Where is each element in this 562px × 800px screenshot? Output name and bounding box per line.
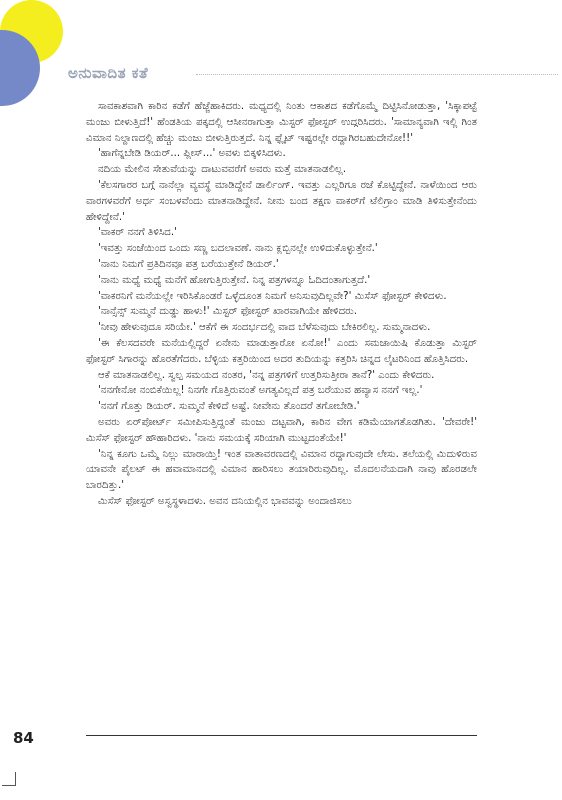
paragraph: ಮಿಸೆಸ್ ಫೋಸ್ಟರ್ ಅಸ್ವಸ್ಥಳಾದಳು. ಅವನ ದನಿಯಲ್ಲಿನ ಭಾವವನ್ನು ಅಂದಾಜಿಸಲು bbox=[98, 495, 352, 507]
page-number: 84 bbox=[13, 729, 34, 747]
paragraph: 'ನನಗೇನೋ ನಂಬಿಕೆಯಿಲ್ಲ! ನಿನಗೇ ಗೊತ್ತಿರುವಂತೆ ಅಗತ್ಯವಿಲ್ಲದೆ ಪತ್ರ ಬರೆಯುವ ಹವ್ಯಾಸ ನನಗೆ ಇಲ್ಲ.' bbox=[98, 385, 423, 397]
crop-mark-bottom-left bbox=[15, 772, 16, 786]
paragraph: 'ನನಗೆ ಗೊತ್ತು ಡಿಯರ್. ಸುಮ್ಮನೆ ಕೇಳಿದೆ ಅಷ್ಟೆ. ನೀವೇನು ತೊಂದರೆ ತಗೋಬೇಡಿ.' bbox=[98, 401, 360, 413]
paragraph: 'ನಾನು ಮಧ್ಯೆ ಮಧ್ಯೆ ಮನೆಗೆ ಹೋಗುತ್ತಿರುತ್ತೇನೆ. ನಿನ್ನ ಪತ್ರಗಳನ್ನೂ ಓದಿದಂತಾಗುತ್ತದೆ.' bbox=[98, 274, 371, 286]
paragraph: 'ನೀವು ಹೇಳುವುದೂ ಸರಿಯೇ.' ಆಕೆಗೆ ಈ ಸಂದರ್ಭದಲ್ಲಿ ವಾದ ಬೆಳೆಸುವುದು ಬೇಕಿರಲಿಲ್ಲ. ಸುಮ್ಮನಾದಳು. bbox=[98, 322, 431, 334]
paragraph: 'ಕೆಲಸಗಾರರ ಬಗ್ಗೆ ನಾನೆಲ್ಲಾ ವ್ಯವಸ್ಥೆ ಮಾಡಿದ್ದೇನೆ ಡಾರ್ಲಿಂಗ್. ಇವತ್ತು ಎಲ್ಲರಿಗೂ ರಜೆ ಕೊಟ್ಟಿದ್ದೇನೆ. ನಾಳೆಯಿಂದ ಆರು ವಾರಗಳವರೆಗೆ ಅರ್ಧ ಸಂಬಳವೆಂದು ಮಾತನಾಡಿದ್ದೇನೆ. ನೀನು ಬಂದ ತಕ್ಷಣ ವಾಕರ್‌ಗೆ ಟೆಲಿಗ್ರಾಂ ಮಾಡಿ ತಿಳಿಸುತ್ತೇನೆಂದು ಹೇಳಿದ್ದೇನೆ.' bbox=[86, 179, 477, 223]
paragraph: 'ನಿನ್ನ ಕೂಗು ಒಮ್ಮೆ ನಿಲ್ಲು ಮಾರಾಯ್ತಿ! ಇಂತ ವಾತಾವರಣದಲ್ಲಿ ವಿಮಾನ ರದ್ದಾಗುವುದೇ ಲೇಸು. ತಲೆಯಲ್ಲಿ ಮಿದುಳಿರುವ ಯಾವನೇ ಪೈಲಟ್ ಈ ಹವಾಮಾನದಲ್ಲಿ ವಿಮಾನ ಹಾರಿಸಲು ತಯಾರಿರುವುದಿಲ್ಲ. ಮೊದಲನೆಯದಾಗಿ ನಾವು ಹೊರಡಲೇ ಬಾರದಿತ್ತು.' bbox=[86, 448, 477, 492]
header-dotted-rule bbox=[196, 74, 558, 75]
footer-rule bbox=[86, 735, 477, 736]
paragraph: 'ನಾನ್ಸೆನ್ಸ್ ಸುಮ್ಮನೆ ದುಡ್ಡು ಹಾಳು!' ಮಿಸ್ಟರ್ ಫೋಸ್ಟರ್ ಖಾರವಾಗಿಯೇ ಹೇಳಿದರು. bbox=[98, 306, 358, 318]
paragraph: ಸಾವಕಾಶವಾಗಿ ಕಾರಿನ ಕಡೆಗೆ ಹೆಜ್ಜೆಹಾಕಿದರು. ಮಧ್ಯದಲ್ಲಿ ನಿಂತು ಆಕಾಶದ ಕಡೆಗೊಮ್ಮೆ ದಿಟ್ಟಿಸಿನೋಡುತ್ತಾ, 'ಸಿಕ್ಕಾಪಟ್ಟೆ ಮಂಜು ಬೀಳುತ್ತಿದೆ!' ಹೆಂಡತಿಯ ಪಕ್ಕದಲ್ಲಿ ಆಸೀನರಾಗುತ್ತಾ ಮಿಸ್ಟರ್ ಫೋಸ್ಟರ್ ಉದ್ಗರಿಸಿದರು. 'ಸಾಮಾನ್ಯವಾಗಿ ಇಲ್ಲಿ ಗಿಂತ ವಿಮಾನ ನಿಲ್ದಾಣದಲ್ಲಿ ಹೆಚ್ಚು ಮಂಜು ಬೀಳುತ್ತಿರುತ್ತದೆ. ನಿನ್ನ ಫ್ಲೈಟ್ ಇಷ್ಟರಲ್ಲೇ ರದ್ದಾಗಿರಬಹುದೇನೋ!!' bbox=[86, 101, 477, 144]
paragraph: 'ವಾಕರ್ ನನಗೆ ತಿಳಿಸಿದ.' bbox=[98, 227, 177, 239]
paragraph: ನದಿಯ ಮೇಲಿನ ಸೇತುವೆಯನ್ನು ದಾಟುವವರೆಗೆ ಅವರು ಮತ್ತೆ ಮಾತನಾಡಲಿಲ್ಲ. bbox=[98, 164, 347, 176]
paragraph: 'ಈ ಕೆಲಸದವರೇ ಮನೆಯಲ್ಲಿದ್ದರೆ ಏನೇನು ಮಾಡುತ್ತಾರೋ ಏನೋ!' ಎಂದು ಸಮಜಾಯಿಷಿ ಕೊಡುತ್ತಾ ಮಿಸ್ಟರ್ ಫೋಸ್ಟರ್ ಸಿಗಾರನ್ನು ಹೊರತೆಗೆದರು. ಬೆಳ್ಳಿಯ ಕತ್ತರಿಯಿಂದ ಅದರ ತುದಿಯನ್ನು ಕತ್ತರಿಸಿ ಚಿನ್ನದ ಲೈಟರಿನಿಂದ ಹೊತ್ತಿಸಿದರು. bbox=[86, 337, 477, 365]
paragraph: 'ನಾನು ನಿಮಗೆ ಪ್ರತಿದಿನವೂ ಪತ್ರ ಬರೆಯುತ್ತೇನೆ ಡಿಯರ್.' bbox=[98, 258, 279, 270]
paragraph: 'ಇವತ್ತು ಸಂಜೆಯಿಂದ ಒಂದು ಸಣ್ಣ ಬದಲಾವಣೆ. ನಾನು ಕ್ಲಬ್ಬಿನಲ್ಲೇ ಉಳಿದುಕೊಳ್ಳುತ್ತೇನೆ.' bbox=[98, 243, 378, 255]
paragraph: ಆಕೆ ಮಾತನಾಡಲಿಲ್ಲ. ಸ್ವಲ್ಪ ಸಮಯದ ನಂತರ, 'ನನ್ನ ಪತ್ರಗಳಿಗೆ ಉತ್ತರಿಸುತ್ತೀರಾ ತಾನೆ?' ಎಂದು ಕೇಳಿದರು. bbox=[98, 369, 435, 381]
paragraph: 'ಹಾಗೆನ್ನಬೇಡಿ ಡಿಯರ್... ಪ್ಲೀಸ್...' ಅವಳು ಬಿಕ್ಕಳಿಸಿದಳು. bbox=[98, 148, 286, 160]
story-text bbox=[86, 99, 477, 510]
paragraph: ಅವರು ಏರ್‌ಪೋರ್ಟ್ ಸಮೀಪಿಸುತ್ತಿದ್ದಂತೆ ಮಂಜು ದಟ್ಟವಾಗಿ, ಕಾರಿನ ವೇಗ ಕಡಿಮೆಯಾಗತೊಡಗಿತು. 'ದೇವರೇ!' ಮಿಸೆಸ್ ಫೋಸ್ಟರ್ ಹೌಹಾರಿದಳು. 'ನಾನು ಸಮಯಕ್ಕೆ ಸರಿಯಾಗಿ ಮುಟ್ಟದಂತೆಯೇ!' bbox=[86, 416, 477, 444]
paragraph: 'ವಾಕರನಿಗೆ ಮನೆಯಲ್ಲೇ ಇರಿಸಿಕೊಂಡರೆ ಒಳ್ಳೆದೂಂತ ನಿಮಗೆ ಅನಿಸುವುದಿಲ್ಲವೇ?' ಮಿಸೆಸ್ ಫೋಸ್ಟರ್ ಕೇಳಿದಳು. bbox=[98, 290, 447, 302]
section-title: ಅನುವಾದಿತ ಕತೆ bbox=[68, 64, 149, 82]
crop-mark-bottom-left-h bbox=[2, 785, 16, 786]
